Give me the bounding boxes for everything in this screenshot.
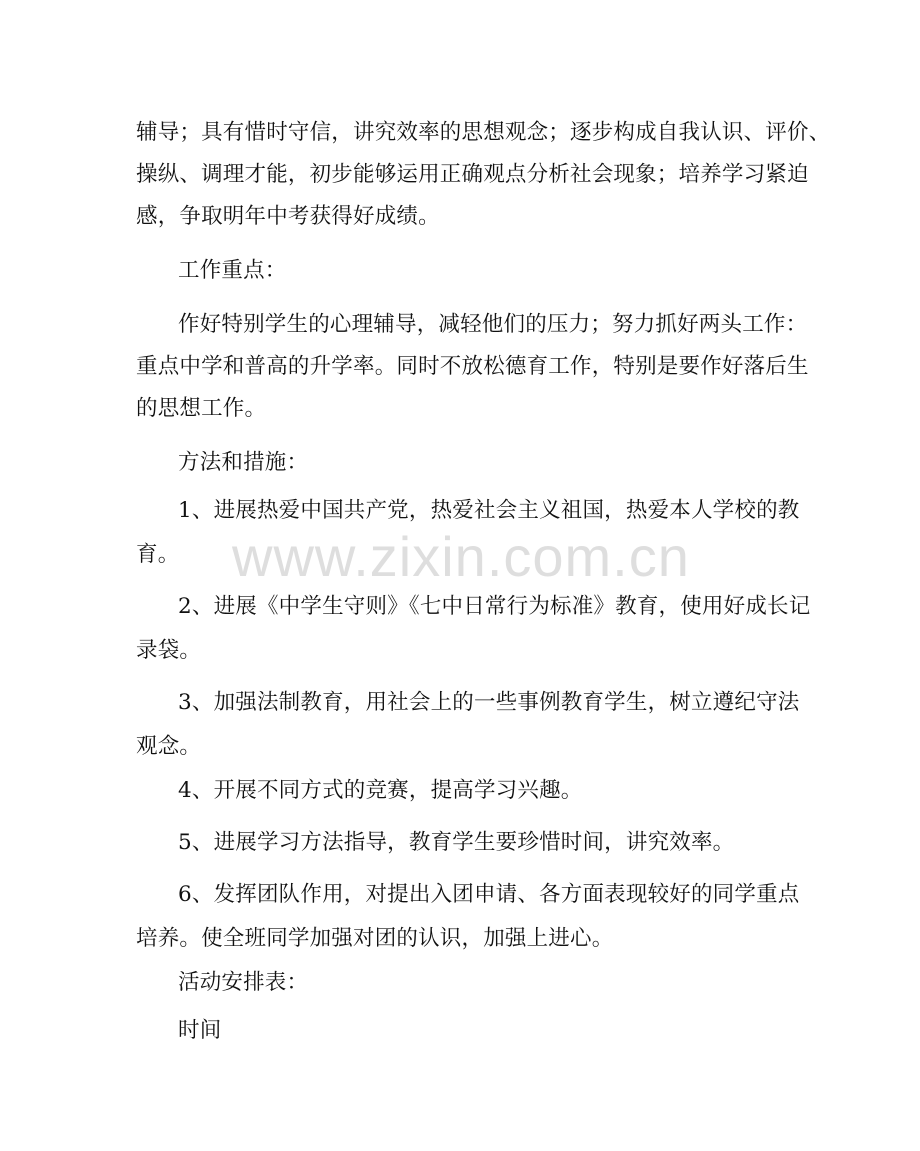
text-line: 培养。使全班同学加强对团的认识，加强上进心。	[136, 926, 614, 951]
text-line: 观念。	[136, 734, 202, 759]
section-heading: 方法和措施：	[178, 450, 309, 475]
section-heading: 工作重点：	[178, 258, 287, 283]
list-item: 4、开展不同方式的竞赛，提高学习兴趣。	[178, 778, 583, 803]
text-line: 作好特别学生的心理辅导，减轻他们的压力；努力抓好两头工作：	[178, 312, 808, 337]
text-line: 时间	[178, 1018, 222, 1043]
section-heading: 活动安排表：	[178, 970, 309, 995]
text-line: 感，争取明年中考获得好成绩。	[136, 204, 440, 229]
list-item: 3、加强法制教育，用社会上的一些事例教育学生，树立遵纪守法	[178, 690, 800, 715]
text-line: 操纵、调理才能，初步能够运用正确观点分析社会现象；培养学习紧迫	[136, 162, 809, 187]
list-item: 5、进展学习方法指导，教育学生要珍惜时间，讲究效率。	[178, 830, 735, 855]
text-line: 录袋。	[136, 638, 202, 663]
text-line: 的思想工作。	[136, 396, 267, 421]
list-item: 2、进展《中学生守则》《七中日常行为标准》教育，使用好成长记	[178, 594, 811, 619]
text-line: 辅导；具有惜时守信，讲究效率的思想观念；逐步构成自我认识、评价、	[136, 120, 831, 145]
list-item: 6、发挥团队作用，对提出入团申请、各方面表现较好的同学重点	[178, 882, 800, 907]
watermark: www.zixin.com.cn	[232, 525, 690, 588]
text-line: 育。	[136, 542, 180, 567]
list-item: 1、进展热爱中国共产党，热爱社会主义祖国，热爱本人学校的教	[178, 498, 800, 523]
text-line: 重点中学和普高的升学率。同时不放松德育工作，特别是要作好落后生	[136, 354, 809, 379]
